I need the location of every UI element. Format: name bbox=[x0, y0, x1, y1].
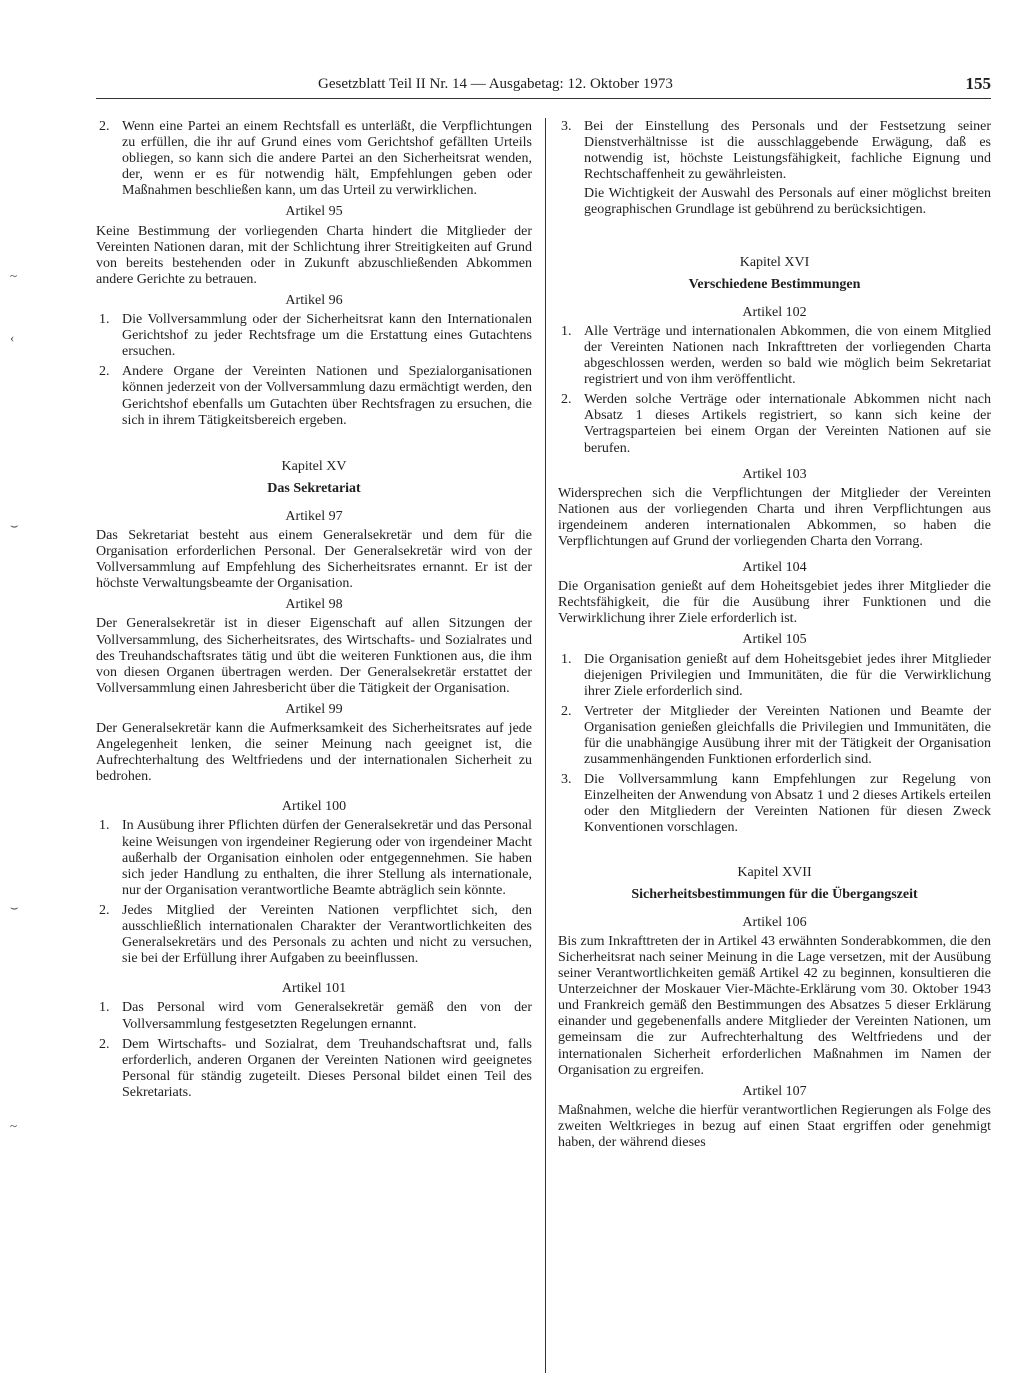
article-102-heading: Artikel 102 bbox=[742, 304, 807, 320]
chapter-17-heading: Kapitel XVII bbox=[737, 864, 812, 880]
chapter-16-heading: Kapitel XVI bbox=[739, 254, 810, 270]
paragraph-number: 2. bbox=[99, 364, 110, 380]
article-104-text: Die Organisation genießt auf dem Hoheitsgebiet jedes ihrer Mitglieder die Rechtsfähigkeit, die für die Ausübung ihrer Funktionen und die Verwirklichung ihrer Ziele erforderlich ist. bbox=[558, 579, 991, 627]
paragraph-number: 2. bbox=[99, 1036, 110, 1052]
paragraph-text: Werden solche Verträge oder internationale Abkommen nicht nach Absatz 1 dieses Artikels registriert, so kann sich keine der Vertragsparteien bei einem Organ der Vereinten Nationen auf sie berufen. bbox=[584, 392, 991, 456]
paragraph-number: 3. bbox=[561, 119, 572, 134]
article-105-paragraph-3 bbox=[558, 772, 991, 836]
paragraph-number: 3. bbox=[561, 772, 572, 788]
paragraph-text: Die Vollversammlung oder der Sicherheitsrat kann den Internationalen Gerichtshof zu jeder Rechtsfrage um die Erstattung eines Gutachtens ersuchen. bbox=[122, 312, 532, 360]
column-divider bbox=[545, 118, 546, 1373]
article-101-heading: Artikel 101 bbox=[281, 981, 347, 997]
page-header bbox=[96, 76, 991, 98]
article-100-heading: Artikel 100 bbox=[281, 799, 347, 815]
article-99-heading: Artikel 99 bbox=[285, 701, 343, 717]
paragraph-number: 2. bbox=[561, 703, 572, 719]
article-101-paragraph-1 bbox=[96, 1000, 532, 1032]
chapter-16-title: Verschiedene Bestimmungen bbox=[688, 276, 861, 292]
article-102-paragraph-2 bbox=[558, 392, 991, 456]
chapter-15-heading: Kapitel XV bbox=[281, 458, 347, 474]
article-96-heading: Artikel 96 bbox=[285, 292, 343, 308]
article-105-paragraph-2 bbox=[558, 704, 991, 768]
article-98-heading: Artikel 98 bbox=[285, 597, 343, 613]
article-101-paragraph-3 bbox=[558, 119, 991, 219]
article-95-text: Keine Bestimmung der vorliegenden Charta hindert die Mitglieder der Vereinten Nationen daran, mit der Schlichtung ihrer Streitigkeiten auf Grund von bereits bestehenden oder in Zukunft abzuschließenden Abkommen andere Gerichte zu betrauen. bbox=[96, 223, 532, 287]
paragraph-text: Die Vollversammlung kann Empfehlungen zur Regelung von Einzelheiten der Anwendung von Absatz 1 und 2 dieses Artikels erteilen oder den Mitgliedern der Vereinten Nationen für diesen Zweck Konventionen vorschlagen. bbox=[584, 772, 991, 836]
paragraph-number: 1. bbox=[99, 1000, 110, 1016]
article-107-text: Maßnahmen, welche die hierfür verantwortlichen Regierungen als Folge des zweiten Weltkrieges in bezug auf einen Staat ergriffen oder genehmigt haben, der während dieses bbox=[558, 1102, 991, 1150]
article-105-heading: Artikel 105 bbox=[742, 632, 807, 648]
chapter-17-title: Sicherheitsbestimmungen für die Übergangszeit bbox=[631, 886, 918, 902]
paragraph-number: 2. bbox=[561, 392, 572, 408]
paragraph-text: Vertreter der Mitglieder der Vereinten Nationen und Beamte der Organisation genießen gleichfalls die Privilegien und Immunitäten, die für die unabhängige Ausübung ihrer mit der Tätigkeit der Organisation zusammenhängenden Funktionen erforderlich sind. bbox=[584, 703, 991, 768]
right-column bbox=[558, 119, 991, 1151]
paragraph-text: Wenn eine Partei an einem Rechtsfall es unterläßt, die Verpflichtungen zu erfüllen, die ihr auf Grund eines vom Gerichtshof gefällten Urteils obliegen, so kann sich die andere Partei an den Sicherheitsrat wenden, der, wenn er es für notwendig hält, Empfehlungen geben oder Maßnahmen beschließen kann, um das Urteil zu verwirklichen. bbox=[122, 119, 532, 199]
article-106-heading: Artikel 106 bbox=[742, 914, 807, 930]
article-100-paragraph-1 bbox=[96, 818, 532, 898]
article-102-paragraph-1 bbox=[558, 324, 991, 388]
header-title: Gesetzblatt Teil II Nr. 14 — Ausgabetag: 12. Oktober 1973 bbox=[318, 76, 673, 92]
paragraph-text: In Ausübung ihrer Pflichten dürfen der Generalsekretär und das Personal keine Weisungen von irgendeiner Regierung oder von irgendeiner Macht außerhalb der Organisation einholen oder entgegennehmen. Sie haben sich jeder Handlung zu enthalten, die ihrer Stellung als internationale, nur der Organisation verantwortliche Beamte abträglich sein könnte. bbox=[122, 818, 532, 898]
article-103-heading: Artikel 103 bbox=[742, 466, 807, 482]
article-98-text: Der Generalsekretär ist in dieser Eigenschaft auf allen Sitzungen der Vollversammlung, des Sicherheitsrates, des Wirtschafts- und Sozialrates und des Treuhandschaftsrates tätig und übt die weiteren Funktionen aus, die ihm von diesen Organen übertragen werden. Der Generalsekretär erstattet der Vollversammlung einen Jahresbericht über die Tätigkeit der Organisation. bbox=[96, 616, 532, 696]
article-103-text: Widersprechen sich die Verpflichtungen der Mitglieder der Vereinten Nationen aus der vorliegenden Charta und ihren Verpflichtungen aus irgendeinem anderen internationalen Abkommen, so haben die Verpflichtungen auf Grund der vorliegenden Charta den Vorrang. bbox=[558, 485, 991, 549]
paragraph-text: Das Personal wird vom Generalsekretär gemäß den von der Vollversammlung festgesetzten Regelungen ernannt. bbox=[122, 1000, 532, 1032]
article-101-paragraph-2 bbox=[96, 1037, 532, 1101]
article-104-heading: Artikel 104 bbox=[742, 560, 807, 576]
article-97-text: Das Sekretariat besteht aus einem Generalsekretär und dem für die Organisation erforderlichen Personal. Der Generalsekretär wird von der Vollversammlung auf Empfehlung des Sicherheitsrates ernannt. Er ist der höchste Verwaltungsbeamte der Organisation. bbox=[96, 527, 532, 592]
article-107-heading: Artikel 107 bbox=[742, 1083, 807, 1099]
paragraph-number: 1. bbox=[99, 818, 110, 834]
margin-mark: ‹ bbox=[10, 330, 15, 345]
margin-mark: ~ bbox=[10, 268, 18, 283]
paragraph-number: 2. bbox=[99, 902, 110, 918]
paragraph-text: Alle Verträge und internationalen Abkommen, die von einem Mitglied der Vereinten Nationen nach Inkrafttreten der vorliegenden Charta abgeschlossen werden, werden so bald wie möglich beim Sekretariat registriert und von ihm veröffentlicht. bbox=[584, 323, 991, 388]
paragraph-text: Bei der Einstellung des Personals und der Festsetzung seiner Dienstverhältnisse ist die ausschlaggebende Erwägung, daß es notwendig ist, höchste Leistungsfähigkeit, fachliche Eignung und Rechtschaffenheit zu gewährleisten. bbox=[584, 119, 991, 183]
article-105-paragraph-1 bbox=[558, 652, 991, 700]
article-94-paragraph-2 bbox=[96, 119, 532, 199]
article-96-paragraph-1 bbox=[96, 312, 532, 360]
paragraph-text: Die Organisation genießt auf dem Hoheitsgebiet jedes ihrer Mitglieder diejenigen Privilegien und Immunitäten, die für die Verwirklichung ihrer Ziele erforderlich sind. bbox=[584, 651, 991, 699]
paragraph-number: 1. bbox=[561, 323, 572, 339]
margin-mark: ⌣ bbox=[10, 518, 19, 533]
article-106-text: Bis zum Inkrafttreten der in Artikel 43 erwähnten Sonderabkommen, die den Sicherheitsrat nach seiner Meinung in die Lage versetzen, mit der Ausübung seiner Verantwortlichkeiten gemäß Artikel 42 zu beginnen, konsultieren die Unterzeichner der Moskauer Vier-Mächte-Erklärung vom 30. Oktober 1943 und Frankreich gemäß den Bestimmungen des Absatzes 5 dieser Erklärung einander und gegebenenfalls andere Mitglieder der Vereinten Nationen, um gemeinsam die zur Aufrechterhaltung des Weltfriedens und der internationalen Sicherheit erforderlichen Maßnahmen im Namen der Organisation zu ergreifen. bbox=[558, 933, 991, 1078]
page-number: 155 bbox=[965, 74, 991, 93]
paragraph-number: 1. bbox=[561, 651, 572, 667]
article-99-text: Der Generalsekretär kann die Aufmerksamkeit des Sicherheitsrates auf jede Angelegenheit lenken, die seiner Meinung nach geeignet ist, die Aufrechterhaltung des Weltfriedens und der internationalen Sicherheit zu bedrohen. bbox=[96, 721, 532, 785]
article-95-heading: Artikel 95 bbox=[285, 204, 343, 220]
paragraph-number: 2. bbox=[99, 119, 110, 134]
left-column bbox=[96, 119, 532, 1101]
paragraph-text: Dem Wirtschafts- und Sozialrat, dem Treuhandschaftsrat und, falls erforderlich, anderen Organen der Vereinten Nationen wird geeignetes Personal für ständig zugeteilt. Dieses Personal bildet einen Teil des Sekretariats. bbox=[122, 1036, 532, 1100]
paragraph-number: 1. bbox=[99, 312, 110, 328]
article-100-paragraph-2 bbox=[96, 903, 532, 967]
chapter-15-title: Das Sekretariat bbox=[267, 480, 361, 496]
article-96-paragraph-2 bbox=[96, 364, 532, 428]
article-97-heading: Artikel 97 bbox=[285, 508, 343, 524]
header-rule bbox=[96, 98, 991, 99]
paragraph-text: Andere Organe der Vereinten Nationen und Spezialorganisationen können jederzeit von der Vollversammlung dazu ermächtigt werden, den Gerichtshof ebenfalls um Gutachten über Rechtsfragen zu ersuchen, die sich in ihrem Tätigkeitsbereich ergeben. bbox=[122, 364, 532, 428]
margin-mark: ⌣ bbox=[10, 900, 19, 915]
margin-mark: ~ bbox=[10, 1118, 18, 1133]
paragraph-text: Jedes Mitglied der Vereinten Nationen verpflichtet sich, den ausschließlich internationalen Charakter der Verantwortlichkeiten des Generalsekretärs und des Personals zu achten und nicht zu versuchen, sie bei der Erfüllung ihrer Aufgaben zu beeinflussen. bbox=[122, 902, 532, 967]
paragraph-note: Die Wichtigkeit der Auswahl des Personals auf einer möglichst breiten geographischen Grundlage ist gebührend zu berücksichtigen. bbox=[584, 186, 991, 218]
